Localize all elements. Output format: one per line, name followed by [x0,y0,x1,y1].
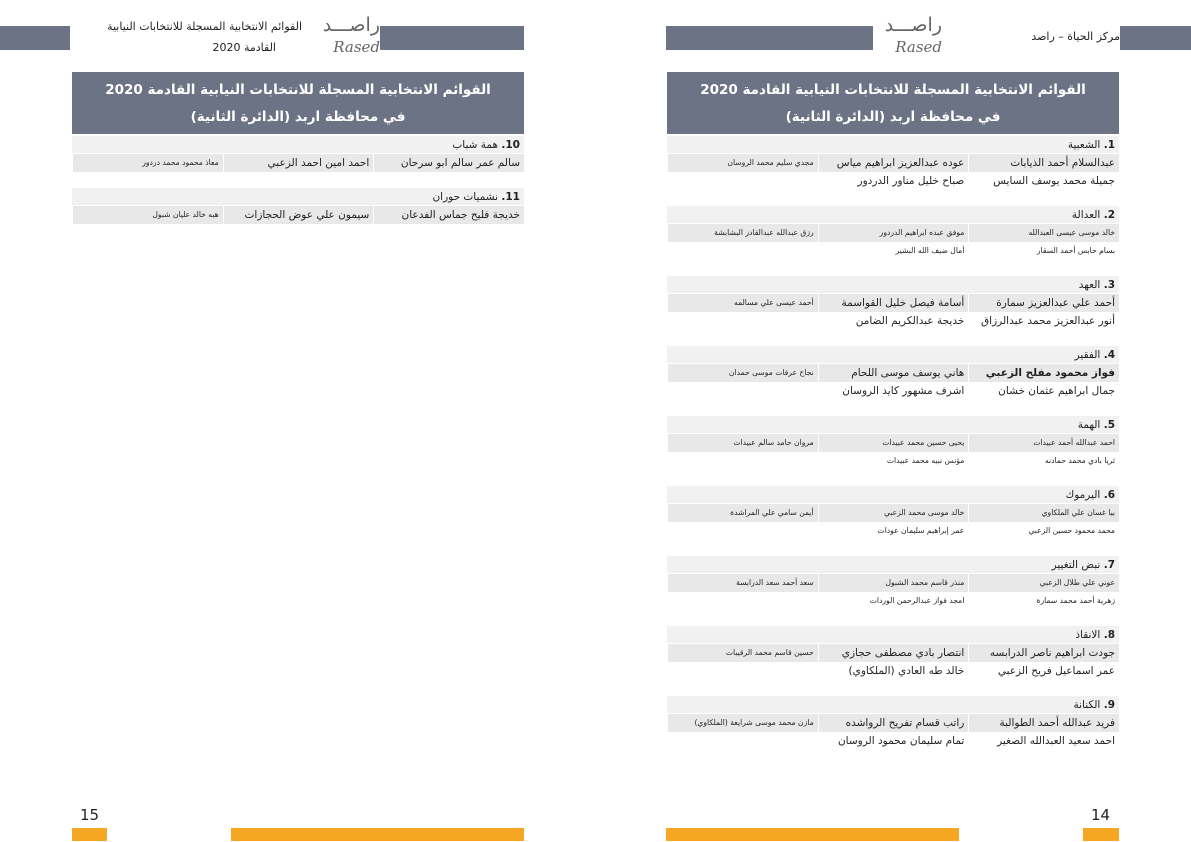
candidate-name: فواز محمود مفلح الزعبي [968,364,1119,382]
footer-bar-short [72,828,107,841]
candidate-name: عوده عبدالعزيز ابراهيم مياس [818,154,969,172]
party-number: 1. [1103,139,1115,151]
candidate-name: احمد سعيد العبدالله الصغير [968,732,1119,750]
party-heading [667,486,1119,504]
party-number: 11. [501,191,520,203]
candidate-name: أمال ضيف الله البشير [818,242,969,260]
footer-bar-long [666,828,959,841]
header-title-line1: القوائم الانتخابية المسجلة للانتخابات النيابية [107,20,302,33]
candidate-row [667,382,1119,400]
party-name: الفقير [1074,349,1101,361]
candidate-name: سعد أحمد سعد الدرابسة [667,574,818,592]
candidate-name [667,522,818,540]
section-title-box [667,72,1119,134]
header-bar-left [666,26,873,50]
party-number: 4. [1103,349,1115,361]
section-title-box [72,72,524,134]
candidate-name: عمر إبراهيم سليمان عودات [818,522,969,540]
party-name: الهمة [1077,419,1101,431]
candidate-row [667,504,1119,522]
candidate-row [72,154,524,172]
candidate-name: عمر اسماعيل فريح الزعبي [968,662,1119,680]
candidate-name: مازن محمد موسى شرايعة (الملكاوي) [667,714,818,732]
candidate-name: اشرف مشهور كايد الروسان [818,382,969,400]
candidate-row [667,592,1119,610]
spacer [667,190,1119,206]
candidate-name: معاذ محمود محمد دردور [72,154,223,172]
candidate-name: أحمد عيسى علي مسالمه [667,294,818,312]
party-name: همة شباب [452,139,499,151]
candidate-row [667,242,1119,260]
header-center-name: مركز الحياة – راصد [1031,30,1120,43]
candidate-name: رزق عبدالله عبدالقادر البشابشة [667,224,818,242]
party-name: نشميات حوران [432,191,499,203]
party-heading [667,346,1119,364]
candidate-row [667,294,1119,312]
candidate-name: أنور عبدالعزيز محمد عبدالرزاق [968,312,1119,330]
candidate-name: خديجة فليح جماس الفدعان [373,206,524,224]
party-block [667,276,1119,330]
rased-logo [872,14,942,60]
party-block [667,486,1119,540]
logo-arabic: راصـــد [884,14,942,36]
candidate-row [667,434,1119,452]
page-15 [0,0,595,842]
party-heading [667,626,1119,644]
party-name: اليرموك [1065,489,1101,501]
candidate-row [72,206,524,224]
party-heading [72,188,524,206]
party-number: 6. [1103,489,1115,501]
spacer [667,330,1119,346]
party-number: 5. [1103,419,1115,431]
candidate-name: صباح خليل مناور الدردور [818,172,969,190]
candidate-name: عبدالسلام أحمد الذيابات [968,154,1119,172]
candidate-name [667,662,818,680]
party-block [667,136,1119,190]
candidate-row [667,312,1119,330]
party-name: الكنانة [1073,699,1101,711]
candidate-row [667,172,1119,190]
candidate-name: خالد موسى عيسى العبدالله [968,224,1119,242]
candidate-name [667,242,818,260]
spacer [667,610,1119,626]
party-list [667,136,1119,750]
logo-english: Rased [895,38,942,56]
candidate-row [667,662,1119,680]
spacer [667,260,1119,276]
logo-arabic: راصـــد [322,14,380,36]
candidate-name: خديجة عبدالكريم الضامن [818,312,969,330]
section-title-line2: في محافظة اربد (الدائرة الثانية) [190,109,406,125]
candidate-name: فريد عبدالله أحمد الطوالبة [968,714,1119,732]
candidate-name: أحمد علي عبدالعزيز سمارة [968,294,1119,312]
header-bar-left [0,26,70,50]
candidate-row [667,644,1119,662]
candidate-row [667,714,1119,732]
party-heading [667,206,1119,224]
candidate-name: موفق عبده ابراهيم الدردور [818,224,969,242]
header-title-line2: القادمة 2020 [212,41,276,54]
party-number: 3. [1103,279,1115,291]
spacer [72,172,524,188]
candidate-name [667,382,818,400]
candidate-name: مجدي سليم محمد الروسان [667,154,818,172]
page-number: 14 [1091,806,1111,824]
spacer [667,680,1119,696]
party-name: العدالة [1071,209,1101,221]
candidate-name: بيا غسان علي الملكاوي [968,504,1119,522]
candidate-name: مروان حامد سالم عبيدات [667,434,818,452]
candidate-name: ثريا بادي محمد حمادنه [968,452,1119,470]
party-number: 7. [1103,559,1115,571]
candidate-row [667,522,1119,540]
candidate-name: أسامة فيصل خليل القواسمة [818,294,969,312]
candidate-name: انتصار بادي مصطفى حجازي [818,644,969,662]
party-heading [667,276,1119,294]
candidate-name [667,312,818,330]
candidate-name: خالد طه العادي (الملكاوي) [818,662,969,680]
party-block [667,626,1119,680]
party-heading [667,416,1119,434]
party-block [667,696,1119,750]
party-heading [667,696,1119,714]
candidate-name: هبه خالد عليان شبول [72,206,223,224]
party-heading [667,136,1119,154]
candidate-name: هاني يوسف موسى اللحام [818,364,969,382]
candidate-name [667,172,818,190]
logo-english: Rased [333,38,380,56]
party-block [667,206,1119,260]
candidate-name: سيمون علي عوض الحجازات [223,206,374,224]
candidate-name: بسام حابس أحمد السقار [968,242,1119,260]
candidate-row [667,154,1119,172]
party-number: 2. [1103,209,1115,221]
candidate-row [667,574,1119,592]
candidate-name: خالد موسى محمد الزعبي [818,504,969,522]
candidate-name: نجاح عرفات موسى حمدان [667,364,818,382]
footer-bar-short [1083,828,1119,841]
spacer [667,400,1119,416]
party-block [667,556,1119,610]
candidate-name: منذر قاسم محمد الشبول [818,574,969,592]
candidate-name: امجد فواز عبدالرحمن الوردات [818,592,969,610]
header-bar-right [380,26,524,50]
candidate-name: جميلة محمد يوسف السايس [968,172,1119,190]
candidate-name [667,452,818,470]
spacer [667,540,1119,556]
candidate-name: أيمن سامي علي المراشدة [667,504,818,522]
candidate-name: احمد امين احمد الزعبي [223,154,374,172]
section-title-line2: في محافظة اربد (الدائرة الثانية) [785,109,1001,125]
party-heading [72,136,524,154]
party-block [667,416,1119,470]
candidate-name: جودت ابراهيم ناصر الدرابسه [968,644,1119,662]
candidate-name: تمام سليمان محمود الروسان [818,732,969,750]
candidate-name [667,732,818,750]
header-bar-right [1120,26,1191,50]
candidate-row [667,452,1119,470]
party-name: الشعبية [1067,139,1101,151]
section-title-line1: القوائم الانتخابية المسجلة للانتخابات النيابية القادمة 2020 [105,82,491,98]
candidate-name: يحيى حسين محمد عبيدات [818,434,969,452]
candidate-name: سالم عمر سالم ابو سرحان [373,154,524,172]
party-number: 8. [1103,629,1115,641]
section-title-line1: القوائم الانتخابية المسجلة للانتخابات النيابية القادمة 2020 [700,82,1086,98]
candidate-name [667,592,818,610]
party-list [72,136,524,224]
page-14 [596,0,1191,842]
party-block [667,346,1119,400]
candidate-name: عوني علي طلال الزعبي [968,574,1119,592]
party-name: العهد [1078,279,1101,291]
candidate-name: زهرية أحمد محمد سمارة [968,592,1119,610]
candidate-name: حسين قاسم محمد الرقيبات [667,644,818,662]
candidate-name: مؤنس نبيه محمد عبيدات [818,452,969,470]
party-name: نبض التغيير [1051,559,1101,571]
candidate-row [667,732,1119,750]
candidate-name: جمال ابراهيم عثمان خشان [968,382,1119,400]
candidate-row [667,224,1119,242]
spacer [667,470,1119,486]
candidate-row [667,364,1119,382]
candidate-name: محمد محمود حسين الزعبي [968,522,1119,540]
party-block [72,188,524,224]
party-number: 10. [501,139,520,151]
candidate-name: راتب قسام تفريح الرواشده [818,714,969,732]
party-heading [667,556,1119,574]
party-block [72,136,524,172]
candidate-name: احمد عبدالله أحمد عبيدات [968,434,1119,452]
footer-bar-long [231,828,524,841]
page-number: 15 [80,806,100,824]
party-name: الانقاذ [1075,629,1101,641]
party-number: 9. [1103,699,1115,711]
rased-logo [310,14,380,60]
